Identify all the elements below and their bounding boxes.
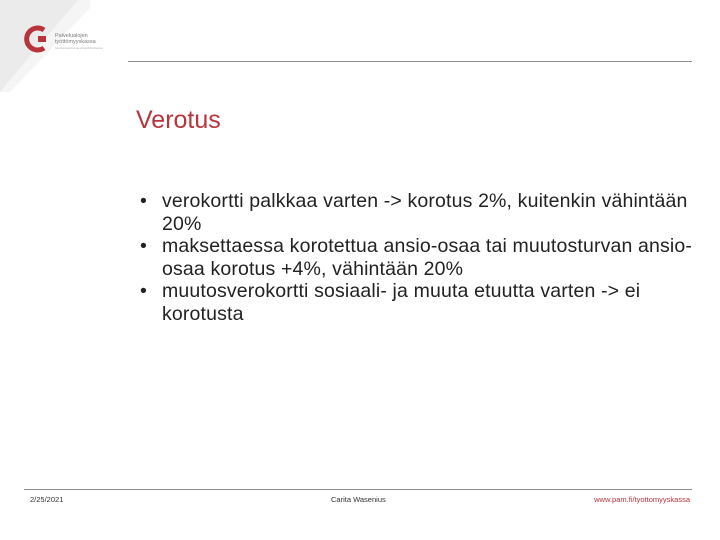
logo-tagline: Servicebranschernas arbetslöshetskassa	[55, 47, 103, 50]
footer-author: Carita Wasenius	[331, 495, 386, 504]
logo-text	[55, 33, 103, 50]
bullet-text: muutosverokortti sosiaali- ja muuta etuutta varten -> ei korotusta	[162, 280, 641, 325]
logo-line-1: Palvelualojen	[55, 33, 88, 39]
bullet-item	[136, 235, 696, 280]
slide-title: Verotus	[136, 106, 221, 134]
bullet-icon: •	[140, 280, 147, 302]
bullet-text: verokortti palkkaa varten -> korotus 2%, kuitenkin vähintään 20%	[162, 190, 688, 235]
footer-date: 2/25/2021	[30, 495, 64, 504]
bullet-list	[136, 190, 696, 325]
logo-line-2: työttömyyskassa	[55, 39, 96, 45]
footer-url-link[interactable]: www.pam.fi/tyottomyyskassa	[594, 495, 690, 504]
footer-divider	[24, 489, 692, 490]
bullet-icon: •	[140, 190, 147, 212]
bullet-icon: •	[140, 235, 147, 257]
bullet-item	[136, 190, 696, 235]
header-divider	[128, 61, 692, 62]
bullet-text: maksettaessa korotettua ansio-osaa tai muutosturvan ansio-osaa korotus +4%, vähintään 20%	[162, 235, 693, 280]
bullet-item	[136, 280, 696, 325]
